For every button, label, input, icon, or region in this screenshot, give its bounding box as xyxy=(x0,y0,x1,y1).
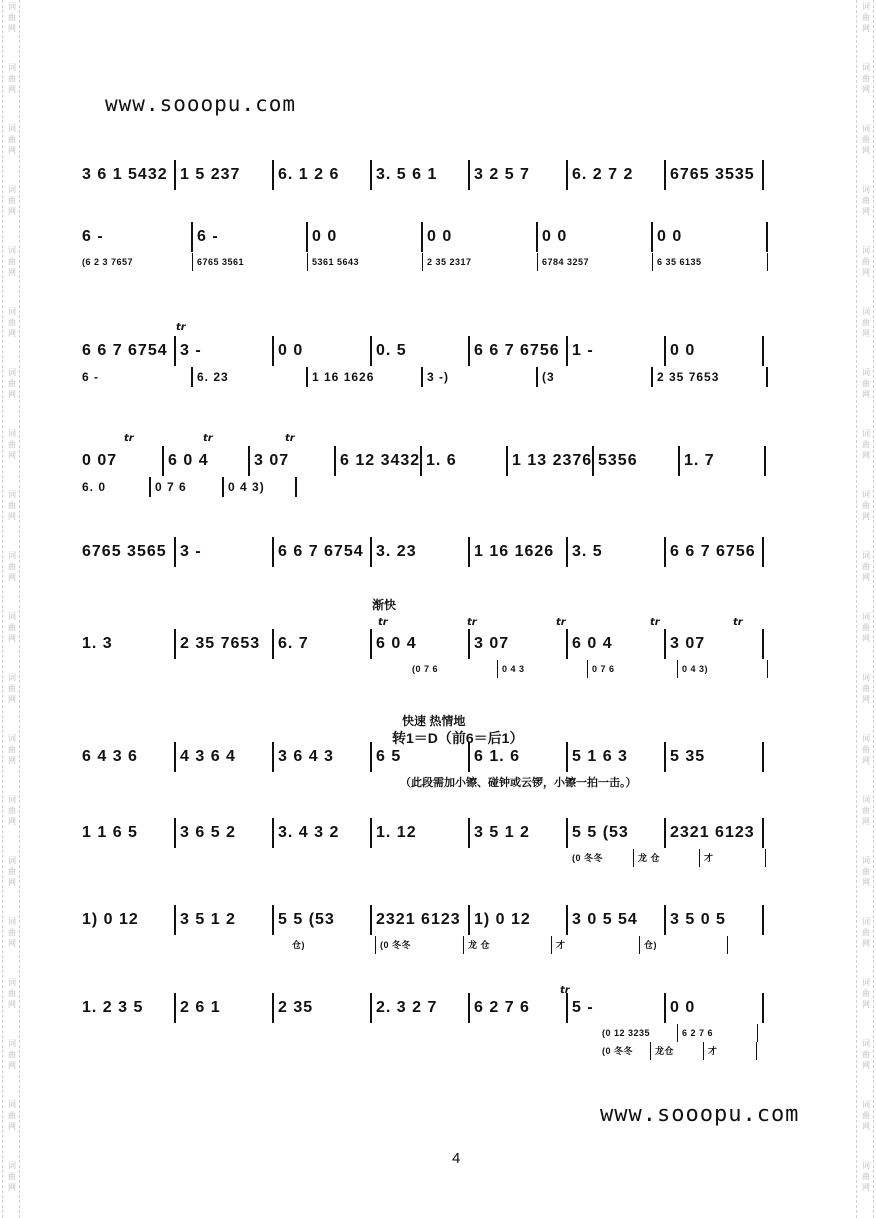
melody-line xyxy=(78,993,768,1023)
watermark-glyph: 网 xyxy=(8,329,16,338)
measure: 6 4 3 6 xyxy=(78,742,176,772)
watermark-glyph: 词 xyxy=(862,185,870,194)
measure: (0 冬冬 xyxy=(568,849,634,867)
watermark-glyph: 词 xyxy=(8,2,16,11)
watermark-glyph: 词 xyxy=(8,917,16,926)
tempo-jiankuai: 渐快 xyxy=(372,598,397,612)
watermark-glyph: 词 xyxy=(862,734,870,743)
measure: 6. 7 xyxy=(274,629,372,659)
measure: 2. 3 2 7 xyxy=(372,993,470,1023)
watermark-glyph: 网 xyxy=(8,512,16,521)
trill-mark: tr xyxy=(650,617,660,628)
watermark-glyph: 曲 xyxy=(862,196,870,205)
watermark-glyph: 词 xyxy=(8,978,16,987)
watermark-glyph: 网 xyxy=(8,1183,16,1192)
measure: 3 0 5 54 xyxy=(568,905,666,935)
trill-mark: tr xyxy=(176,322,186,333)
watermark-glyph: 网 xyxy=(862,207,870,216)
measure: 6765 3535 xyxy=(666,160,764,190)
watermark-glyph: 曲 xyxy=(8,684,16,693)
right-watermark-margin xyxy=(856,0,874,1218)
percussion-line xyxy=(568,848,768,866)
watermark-glyph: 网 xyxy=(862,451,870,460)
tempo-kuaisu-reqing: 快速 热情地 xyxy=(402,714,466,728)
measure: 3. 5 6 1 xyxy=(372,160,470,190)
watermark-glyph: 网 xyxy=(8,1000,16,1009)
percussion-note: （此段需加小镲、碰钟或云锣，小镲一拍一击。） xyxy=(400,777,637,789)
score-system xyxy=(78,818,768,866)
watermark-glyph: 词 xyxy=(8,124,16,133)
watermark-glyph: 曲 xyxy=(8,501,16,510)
watermark-glyph: 曲 xyxy=(8,1172,16,1181)
measure: 1. 2 3 5 xyxy=(78,993,176,1023)
watermark-glyph: 词 xyxy=(862,917,870,926)
watermark-glyph: 曲 xyxy=(862,928,870,937)
measure: 1) 0 12 xyxy=(470,905,568,935)
watermark-glyph: 词 xyxy=(8,490,16,499)
watermark-glyph: 词 xyxy=(8,63,16,72)
melody-line xyxy=(78,336,768,366)
measure: 2 6 1 xyxy=(176,993,274,1023)
watermark-glyph: 词 xyxy=(862,856,870,865)
melody-line xyxy=(78,222,768,252)
watermark-glyph: 网 xyxy=(8,634,16,643)
watermark-glyph: 曲 xyxy=(8,989,16,998)
measure: 龙仓 xyxy=(651,1042,704,1060)
measure: 6765 3565 xyxy=(78,537,176,567)
measure: 3 07 xyxy=(250,446,336,476)
measure: 2321 6123 xyxy=(372,905,470,935)
watermark-glyph: 词 xyxy=(8,307,16,316)
measure: 1 16 1626 xyxy=(308,367,423,387)
measure: (0 12 3235 xyxy=(598,1024,678,1042)
melody-line xyxy=(78,905,768,935)
watermark-glyph: 词 xyxy=(862,1039,870,1048)
watermark-glyph: 曲 xyxy=(862,623,870,632)
watermark-glyph: 网 xyxy=(8,573,16,582)
score-system xyxy=(78,629,768,677)
measure: 0 0 xyxy=(666,993,764,1023)
measure: 1 13 2376 xyxy=(508,446,594,476)
measure: 6 6 7 6754 xyxy=(274,537,372,567)
watermark-glyph: 词 xyxy=(862,307,870,316)
measure: 1. 6 xyxy=(422,446,508,476)
score-system xyxy=(78,905,768,953)
watermark-glyph: 曲 xyxy=(862,135,870,144)
measure: 5 1 6 3 xyxy=(568,742,666,772)
score-system xyxy=(78,993,768,1059)
watermark-glyph: 网 xyxy=(8,878,16,887)
site-url-top: www.sooopu.com xyxy=(105,92,297,116)
watermark-glyph: 网 xyxy=(8,451,16,460)
measure: 仓) xyxy=(288,936,376,954)
watermark-glyph: 网 xyxy=(8,695,16,704)
percussion-line xyxy=(598,1041,758,1059)
measure: 3 5 1 2 xyxy=(176,905,274,935)
measure: 3 6 4 3 xyxy=(274,742,372,772)
watermark-glyph: 网 xyxy=(862,756,870,765)
watermark-glyph: 词 xyxy=(8,185,16,194)
measure: 3 07 xyxy=(470,629,568,659)
measure: 0 7 6 xyxy=(588,660,678,678)
watermark-glyph: 词 xyxy=(8,368,16,377)
watermark-glyph: 网 xyxy=(862,878,870,887)
measure: 3. 5 xyxy=(568,537,666,567)
melody-line xyxy=(78,446,768,476)
score-system xyxy=(78,742,768,772)
watermark-glyph: 网 xyxy=(8,85,16,94)
measure: 6 0 4 xyxy=(372,629,470,659)
watermark-glyph: 曲 xyxy=(8,13,16,22)
watermark-glyph: 曲 xyxy=(8,379,16,388)
measure: 0 7 6 xyxy=(151,477,224,497)
watermark-glyph: 词 xyxy=(8,1100,16,1109)
watermark-glyph: 网 xyxy=(8,146,16,155)
watermark-glyph: 词 xyxy=(8,551,16,560)
accompaniment-line xyxy=(78,366,768,386)
melody-line xyxy=(78,537,768,567)
measure: 3 2 5 7 xyxy=(470,160,568,190)
watermark-glyph: 词 xyxy=(8,856,16,865)
watermark-glyph: 词 xyxy=(862,673,870,682)
watermark-glyph: 曲 xyxy=(8,867,16,876)
watermark-glyph: 网 xyxy=(8,24,16,33)
measure: 2 35 7653 xyxy=(176,629,274,659)
measure: 1 - xyxy=(568,336,666,366)
measure: (3 xyxy=(538,367,653,387)
measure: 6. 1 2 6 xyxy=(274,160,372,190)
measure: 6. 0 xyxy=(78,477,151,497)
measure: 6 2 7 6 xyxy=(678,1024,758,1042)
measure: 1. 3 xyxy=(78,629,176,659)
measure: 6 1. 6 xyxy=(470,742,568,772)
score-system xyxy=(78,222,768,270)
watermark-glyph: 曲 xyxy=(862,867,870,876)
watermark-glyph: 词 xyxy=(8,1161,16,1170)
watermark-glyph: 词 xyxy=(8,673,16,682)
percussion-line xyxy=(408,659,768,677)
watermark-glyph: 网 xyxy=(8,268,16,277)
measure: 2 35 xyxy=(274,993,372,1023)
watermark-glyph: 网 xyxy=(862,817,870,826)
measure: 1 1 6 5 xyxy=(78,818,176,848)
watermark-glyph: 网 xyxy=(862,634,870,643)
watermark-glyph: 网 xyxy=(862,1122,870,1131)
melody-line xyxy=(78,160,768,190)
watermark-glyph: 词 xyxy=(862,551,870,560)
key-change: 转1＝D（前6＝后1） xyxy=(392,730,524,746)
measure: 6 2 7 6 xyxy=(470,993,568,1023)
watermark-glyph: 曲 xyxy=(862,745,870,754)
measure: 6 35 6135 xyxy=(653,253,768,271)
watermark-glyph: 词 xyxy=(8,734,16,743)
watermark-glyph: 曲 xyxy=(862,318,870,327)
measure: (0 冬冬 xyxy=(598,1042,651,1060)
watermark-glyph: 词 xyxy=(862,795,870,804)
watermark-glyph: 曲 xyxy=(862,74,870,83)
measure: 3. 23 xyxy=(372,537,470,567)
measure: 6765 3561 xyxy=(193,253,308,271)
site-url-bottom: www.sooopu.com xyxy=(600,1102,800,1127)
watermark-glyph: 网 xyxy=(862,268,870,277)
measure: 2 35 2317 xyxy=(423,253,538,271)
watermark-glyph: 词 xyxy=(862,246,870,255)
measure: 5 5 (53 xyxy=(274,905,372,935)
measure: 6. 2 7 2 xyxy=(568,160,666,190)
measure: 5 35 xyxy=(666,742,764,772)
watermark-glyph: 曲 xyxy=(862,989,870,998)
measure: 6. 23 xyxy=(193,367,308,387)
percussion-line xyxy=(598,1023,758,1041)
watermark-glyph: 词 xyxy=(8,429,16,438)
measure: 5 5 (53 xyxy=(568,818,666,848)
watermark-glyph: 网 xyxy=(8,1122,16,1131)
watermark-glyph: 词 xyxy=(8,1039,16,1048)
measure: 2321 6123 xyxy=(666,818,764,848)
watermark-glyph: 曲 xyxy=(8,806,16,815)
watermark-glyph: 曲 xyxy=(8,196,16,205)
measure: 3 - xyxy=(176,336,274,366)
score-system xyxy=(78,336,768,386)
score-system xyxy=(78,537,768,567)
measure: 才 xyxy=(704,1042,757,1060)
measure: 3 5 1 2 xyxy=(470,818,568,848)
measure: 0 0 xyxy=(666,336,764,366)
measure: (6 2 3 7657 xyxy=(78,253,193,271)
watermark-glyph: 曲 xyxy=(8,562,16,571)
percussion-line xyxy=(78,252,768,270)
measure: 3 - xyxy=(176,537,274,567)
watermark-glyph: 网 xyxy=(862,24,870,33)
watermark-glyph: 网 xyxy=(8,207,16,216)
measure: 才 xyxy=(552,936,640,954)
measure: 龙 仓 xyxy=(634,849,700,867)
measure: 3 6 1 5432 xyxy=(78,160,176,190)
measure: 3. 4 3 2 xyxy=(274,818,372,848)
watermark-glyph: 曲 xyxy=(8,135,16,144)
watermark-glyph: 曲 xyxy=(862,501,870,510)
watermark-glyph: 网 xyxy=(862,695,870,704)
watermark-glyph: 曲 xyxy=(862,562,870,571)
measure: 0 0 xyxy=(423,222,538,252)
trill-mark: tr xyxy=(467,617,477,628)
watermark-glyph: 词 xyxy=(8,795,16,804)
measure: 1. 12 xyxy=(372,818,470,848)
watermark-glyph: 网 xyxy=(862,146,870,155)
measure: 5 - xyxy=(568,993,666,1023)
watermark-glyph: 词 xyxy=(862,124,870,133)
measure: 0. 5 xyxy=(372,336,470,366)
measure: 6 0 4 xyxy=(568,629,666,659)
trill-mark: tr xyxy=(556,617,566,628)
melody-line xyxy=(78,742,768,772)
percussion-line xyxy=(288,935,728,953)
trill-mark: tr xyxy=(733,617,743,628)
measure: 0 4 3 xyxy=(498,660,588,678)
watermark-glyph: 网 xyxy=(8,939,16,948)
trill-mark: tr xyxy=(285,433,295,444)
measure: 6784 3257 xyxy=(538,253,653,271)
measure: 0 4 3) xyxy=(224,477,297,497)
watermark-glyph: 网 xyxy=(8,756,16,765)
watermark-glyph: 词 xyxy=(862,368,870,377)
trill-mark: tr xyxy=(560,985,570,996)
watermark-glyph: 曲 xyxy=(862,440,870,449)
watermark-glyph: 曲 xyxy=(8,623,16,632)
measure: 6 6 7 6754 xyxy=(78,336,176,366)
watermark-glyph: 曲 xyxy=(862,257,870,266)
watermark-glyph: 网 xyxy=(862,573,870,582)
watermark-glyph: 网 xyxy=(862,329,870,338)
watermark-glyph: 词 xyxy=(862,63,870,72)
melody-line xyxy=(78,629,768,659)
watermark-glyph: 网 xyxy=(8,1061,16,1070)
left-watermark-margin xyxy=(2,0,20,1218)
trill-mark: tr xyxy=(378,617,388,628)
watermark-glyph: 网 xyxy=(862,1183,870,1192)
trill-mark: tr xyxy=(203,433,213,444)
measure: 0 0 xyxy=(653,222,768,252)
watermark-glyph: 曲 xyxy=(8,318,16,327)
measure: 6 - xyxy=(78,367,193,387)
watermark-glyph: 曲 xyxy=(8,440,16,449)
watermark-glyph: 曲 xyxy=(862,1111,870,1120)
measure: 6 6 7 6756 xyxy=(470,336,568,366)
watermark-glyph: 曲 xyxy=(8,257,16,266)
measure: 3 5 0 5 xyxy=(666,905,764,935)
watermark-glyph: 词 xyxy=(862,429,870,438)
page-number: 4 xyxy=(452,1150,461,1167)
measure: 才 xyxy=(700,849,766,867)
measure: 5356 xyxy=(594,446,680,476)
measure: 3 07 xyxy=(666,629,764,659)
watermark-glyph: 词 xyxy=(8,612,16,621)
watermark-glyph: 网 xyxy=(8,817,16,826)
watermark-glyph: 曲 xyxy=(8,74,16,83)
measure: 6 - xyxy=(78,222,193,252)
trill-mark: tr xyxy=(124,433,134,444)
measure: 6 12 3432 xyxy=(336,446,422,476)
watermark-glyph: 曲 xyxy=(8,1111,16,1120)
measure: 6 0 4 xyxy=(164,446,250,476)
measure: 0 0 xyxy=(274,336,372,366)
measure: 1 5 237 xyxy=(176,160,274,190)
measure: 6 - xyxy=(193,222,308,252)
watermark-glyph: 词 xyxy=(862,1100,870,1109)
measure: 1) 0 12 xyxy=(78,905,176,935)
watermark-glyph: 词 xyxy=(862,1161,870,1170)
measure: 3 6 5 2 xyxy=(176,818,274,848)
watermark-glyph: 曲 xyxy=(8,928,16,937)
measure: (0 冬冬 xyxy=(376,936,464,954)
watermark-glyph: 网 xyxy=(862,939,870,948)
melody-line xyxy=(78,818,768,848)
watermark-glyph: 词 xyxy=(862,978,870,987)
score-system xyxy=(78,446,768,496)
watermark-glyph: 网 xyxy=(862,390,870,399)
measure: 3 -) xyxy=(423,367,538,387)
watermark-glyph: 词 xyxy=(8,246,16,255)
watermark-glyph: 网 xyxy=(862,85,870,94)
watermark-glyph: 词 xyxy=(862,2,870,11)
watermark-glyph: 曲 xyxy=(862,684,870,693)
measure: 1 16 1626 xyxy=(470,537,568,567)
measure: 1. 7 xyxy=(680,446,766,476)
watermark-glyph: 曲 xyxy=(862,13,870,22)
watermark-glyph: 曲 xyxy=(862,1050,870,1059)
measure: 龙 仓 xyxy=(464,936,552,954)
watermark-glyph: 词 xyxy=(862,490,870,499)
watermark-glyph: 网 xyxy=(862,512,870,521)
measure: 2 35 7653 xyxy=(653,367,768,387)
measure: 仓) xyxy=(640,936,728,954)
measure: 4 3 6 4 xyxy=(176,742,274,772)
watermark-glyph: 网 xyxy=(8,390,16,399)
measure: 0 0 xyxy=(538,222,653,252)
watermark-glyph: 曲 xyxy=(8,1050,16,1059)
measure: (0 7 6 xyxy=(408,660,498,678)
watermark-glyph: 曲 xyxy=(862,806,870,815)
watermark-glyph: 网 xyxy=(862,1061,870,1070)
watermark-glyph: 曲 xyxy=(862,379,870,388)
measure: 0 4 3) xyxy=(678,660,768,678)
watermark-glyph: 词 xyxy=(862,612,870,621)
watermark-glyph: 曲 xyxy=(862,1172,870,1181)
accompaniment-line xyxy=(78,476,298,496)
watermark-glyph: 曲 xyxy=(8,745,16,754)
score-system xyxy=(78,160,768,190)
measure: 0 0 xyxy=(308,222,423,252)
measure: 6 6 7 6756 xyxy=(666,537,764,567)
watermark-glyph: 网 xyxy=(862,1000,870,1009)
measure: 6 5 xyxy=(372,742,470,772)
measure: 5361 5643 xyxy=(308,253,423,271)
measure: 0 07 xyxy=(78,446,164,476)
